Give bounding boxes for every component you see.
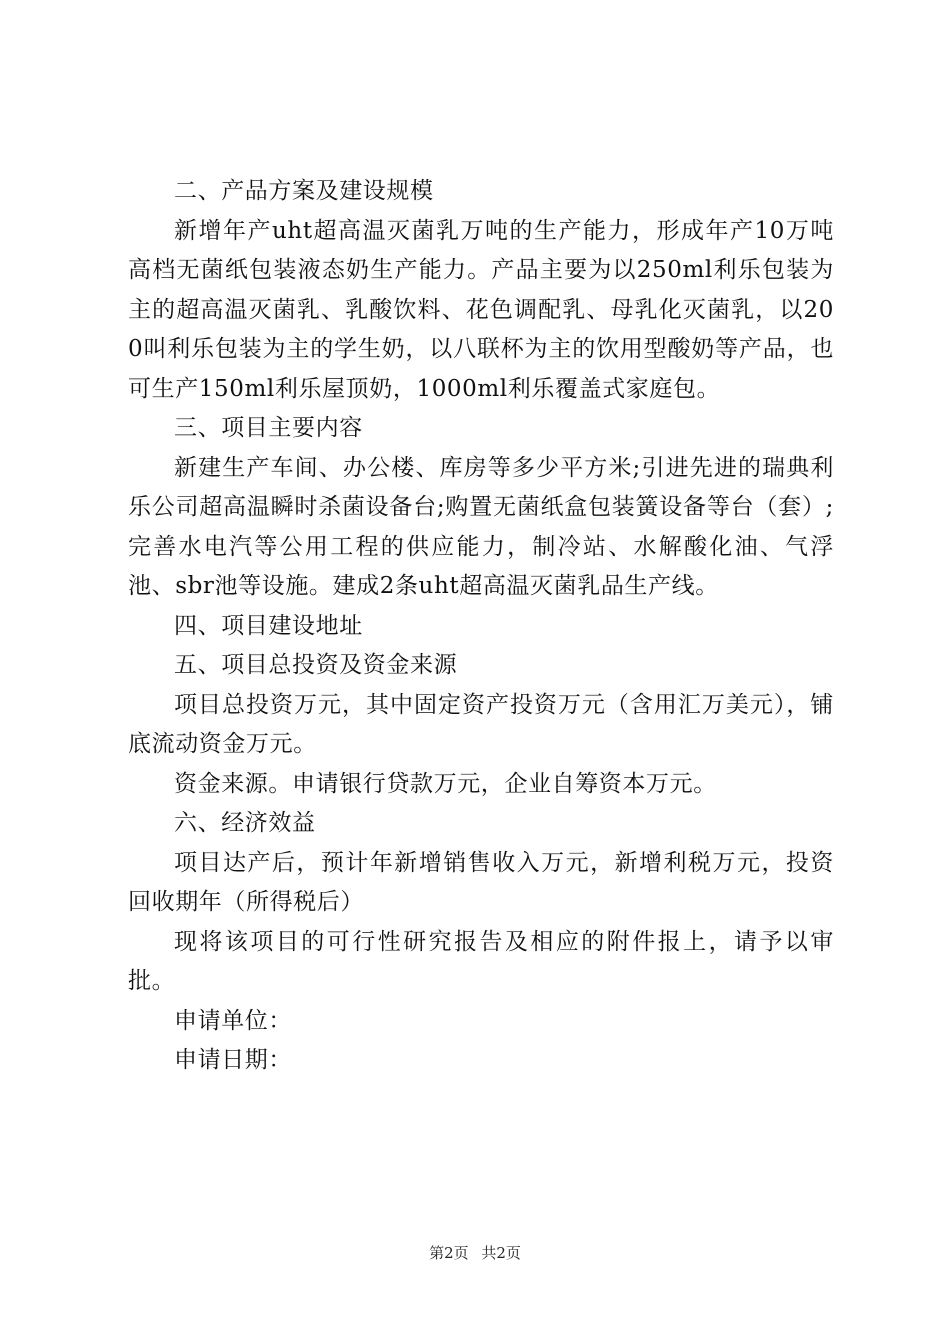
paragraph-investment: 项目总投资万元，其中固定资产投资万元（含用汇万美元），铺底流动资金万元。	[128, 691, 834, 757]
heading-product-plan: 二、产品方案及建设规模	[174, 178, 434, 204]
page-number: 第2页	[429, 1244, 469, 1262]
paragraph-main-content: 新建生产车间、办公楼、库房等多少平方米;引进先进的瑞典利乐公司超高温瞬时杀菌设备台;购置无菌纸盒包装簧设备等台（套）;完善水电汽等公用工程的供应能力，制冷站、水解酸化油、气浮池、sbr池等设施。建成2条uht超高温灭菌乳品生产线。	[128, 454, 834, 599]
heading-economic-benefit: 六、经济效益	[174, 810, 316, 836]
document-body	[128, 172, 834, 1081]
page-footer	[0, 1243, 950, 1263]
paragraph-product-plan: 新增年产uht超高温灭菌乳万吨的生产能力，形成年产10万吨高档无菌纸包装液态奶生产能力。产品主要为以250ml利乐包装为主的超高温灭菌乳、乳酸饮料、花色调配乳、母乳化灭菌乳，以200叫利乐包装为主的学生奶，以八联杯为主的饮用型酸奶等产品，也可生产150ml利乐屋顶奶，1000ml利乐覆盖式家庭包。	[128, 217, 834, 402]
application-date-label: 申请日期：	[174, 1047, 292, 1073]
paragraph-approval-request: 现将该项目的可行性研究报告及相应的附件报上，请予以审批。	[128, 928, 834, 994]
page-total: 共2页	[481, 1244, 521, 1262]
paragraph-economic-benefit: 项目达产后，预计年新增销售收入万元，新增利税万元，投资回收期年（所得税后）	[128, 849, 834, 915]
paragraph-funding-source: 资金来源。申请银行贷款万元，企业自筹资本万元。	[174, 770, 717, 797]
heading-investment: 五、项目总投资及资金来源	[174, 652, 458, 678]
applicant-unit-label: 申请单位：	[174, 1007, 292, 1034]
heading-main-content: 三、项目主要内容	[174, 415, 363, 441]
heading-site-address: 四、项目建设地址	[174, 612, 363, 639]
